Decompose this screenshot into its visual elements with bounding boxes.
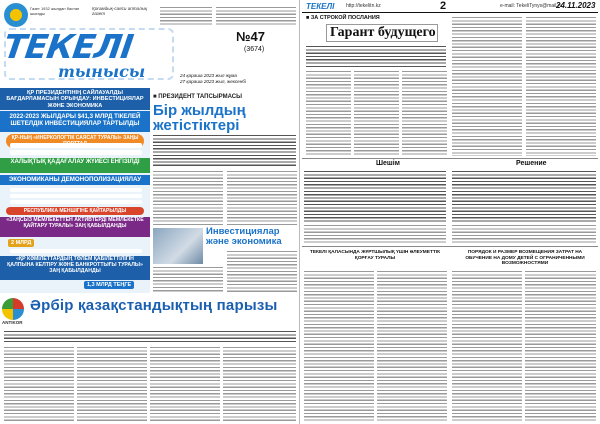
issue-date-line2: 27 қараша 2023 жыл, жексенбі — [180, 78, 246, 84]
issue-date-line: 24 қараша 2023 жыл жұма — [180, 73, 237, 78]
promo-infographic — [0, 88, 150, 293]
promo-row — [10, 188, 142, 192]
masthead-spec: Қоғамдық-саяси апталық газет — [92, 6, 148, 17]
reshenie-title: Решение — [516, 160, 547, 167]
shesh-notes — [304, 224, 446, 244]
article-title: Бір жылдың жетістіктері — [153, 102, 246, 134]
article-column-4 — [227, 250, 297, 293]
right-article-lead — [306, 45, 446, 67]
issue-total: (3674) — [244, 46, 265, 53]
promo-band-6: РЕСПУБЛИКА МЕНШІГІНЕ ҚАЙТАРЫЛДЫ — [6, 207, 144, 215]
bottom-column-1 — [4, 346, 74, 422]
promo-band-5 — [0, 175, 150, 185]
masthead-contacts — [216, 6, 296, 26]
article-column-1 — [153, 170, 223, 225]
masthead-tagline: Газет 1932 жылдан бастап шығады — [30, 6, 80, 16]
section-label: ■ ПРЕЗИДЕНТ ТАПСЫРМАСЫ — [153, 94, 242, 100]
masthead-title: ТЕКЕЛІ — [1, 27, 136, 66]
issue-number: №47 — [236, 29, 265, 44]
right-col-1 — [306, 70, 351, 156]
right-col-5 — [526, 16, 596, 156]
promo-band-5-text: ЭКОНОМИКАНЫ ДЕМОНОПОЛИЗАЦИЯЛАУ — [8, 176, 142, 183]
promo-row — [10, 150, 142, 155]
article-subheading: Инвестициялар және экономика — [206, 226, 282, 247]
right-rubric: ■ ЗА СТРОКОЙ ПОСЛАНИЯ — [306, 15, 380, 21]
right-col-2 — [354, 70, 399, 156]
promo-band-8 — [0, 256, 150, 280]
issue-date — [180, 73, 298, 84]
promo-chip-1: 2 МЛРД — [8, 239, 34, 247]
divider — [302, 158, 598, 159]
reshenie-notes — [452, 224, 596, 244]
bottom-column-3 — [150, 346, 220, 422]
promo-band-4-text: ХАЛЫҚТЫҚ ҚАДАҒАЛАУ ЖҮЙЕСІ ЕНГІЗІЛДІ — [10, 159, 140, 165]
promo-chip-2: 1,3 МЛРД ТЕҢГЕ — [84, 281, 134, 289]
page-number: 2 — [440, 0, 447, 12]
ru-col-2 — [525, 270, 596, 422]
shesh-title: Шешім — [376, 160, 400, 167]
reshenie-text — [452, 170, 596, 222]
right-header-logo: ТЕКЕЛІ — [306, 2, 335, 11]
promo-band-7-text: «ЗАҢСЫЗ МЕМЛЕКЕТТЕН АКТИВТЕРДІ МЕМЛЕКЕТКЕ ҚАЙТАРУ ТУРАЛЫ» ЗАҢ ҚАБЫЛДАНДЫ — [6, 217, 144, 229]
bottom-headline: Әрбір қазақстандықтың парызы — [30, 297, 278, 314]
article-photo — [153, 228, 203, 264]
masthead-blurb — [160, 6, 212, 26]
right-article-title: Гарант будущего — [330, 25, 436, 40]
article-lead — [153, 134, 296, 168]
city-emblem-icon — [4, 3, 28, 27]
right-header-url: http://tekelitn.kz — [346, 3, 381, 9]
right-col-3 — [402, 70, 447, 156]
promo-band-2 — [0, 111, 150, 132]
right-header-email: e-mail: TekeliTynys@mail.ru — [500, 3, 563, 9]
divider — [302, 246, 598, 247]
ru-column-title: ПОРЯДОК И РАЗМЕР ВОЗМЕЩЕНИЯ ЗАТРАТ НА ОБУЧЕНИЕ НА ДОМУ ДЕТЕЙ С ОГРАНИЧЕННЫМИ ВОЗМОЖНОСТЯМИ — [465, 250, 585, 267]
promo-band-4 — [0, 158, 150, 173]
promo-row — [10, 194, 142, 198]
antikor-logo-caption: ANTIKOR — [2, 320, 23, 325]
promo-band-3: ҚР-НЫҢ «ИНЕРКОЛОГТІК САЯСАТ ТУРАЛЫ» ЗАҢЫ — [6, 134, 144, 148]
promo-band-1-text: ҚР ПРЕЗИДЕНТІНІҢ САЙЛАУАЛДЫ БАҒДАРЛАМАСЫН ОРЫНДАУ: ИНВЕСТИЦИЯЛАР ЖӘНЕ ЭКОНОМИКА — [6, 90, 144, 109]
masthead-subtitle: тынысы — [58, 62, 146, 81]
promo-band-2-text: 2022-2023 ЖЫЛДАРЫ $41,3 МЛРД ТІКЕЛЕЙ ШЕТЕЛДІК ИНВЕСТИЦИЯЛАР ТАРТЫЛДЫ — [9, 113, 141, 128]
ru-col-1 — [452, 270, 522, 422]
bottom-column-2 — [77, 346, 147, 422]
article-column-2 — [227, 170, 297, 225]
promo-band-7 — [0, 217, 150, 237]
promo-band-8-text: «ҚР КӘМІЛЕТТАРДЫҢ ТӨЛЕМ ҚАБІЛЕТТІЛІГІН ҚАЛПЫНА КЕЛТІРУ ЖӘНЕ БАНКРОТТЫҒЫ ТУРАЛЫ» ЗАҢ ҚАБЫЛДАНДЫ — [7, 256, 143, 274]
kz-col-2 — [377, 270, 447, 422]
promo-row — [10, 143, 142, 148]
promo-row — [10, 200, 142, 204]
bottom-column-4 — [223, 346, 296, 422]
right-header-date: 24.11.2023 — [556, 1, 596, 10]
right-col-4 — [452, 16, 522, 156]
antikor-logo-icon — [2, 298, 24, 320]
shesh-text — [304, 170, 446, 222]
bottom-lead — [4, 330, 296, 344]
article-column-3 — [153, 266, 223, 293]
promo-band-1 — [0, 88, 150, 110]
promo-row — [10, 249, 142, 253]
kz-col-1 — [304, 270, 374, 422]
kz-column-title: ТЕКЕЛІ ҚАЛАСЫНДА ЖҰРТШЫЛЫҚ ҮШІН ӘЛЕУМЕТТІК ҚОРҒАУ ТУРАЛЫ — [309, 250, 441, 261]
